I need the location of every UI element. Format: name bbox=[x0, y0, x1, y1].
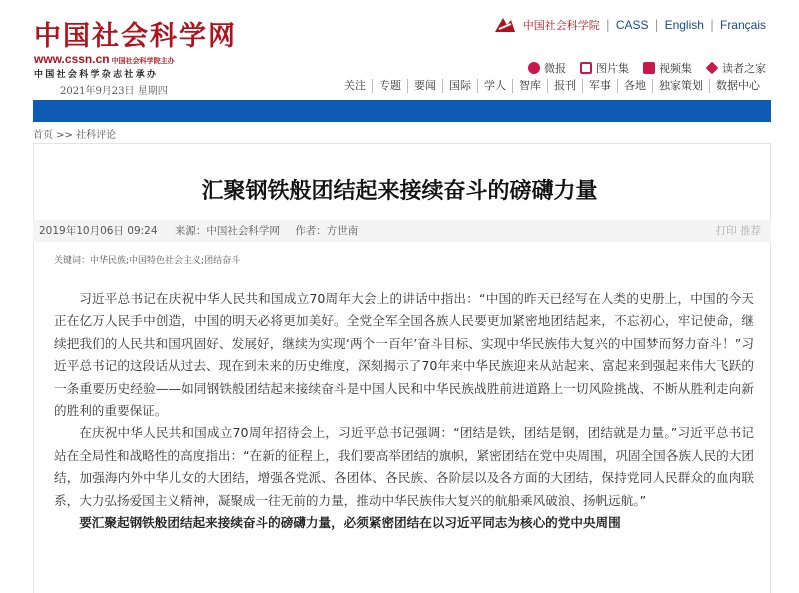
divider: | bbox=[605, 18, 610, 32]
divider: | bbox=[654, 18, 659, 32]
divider: | bbox=[709, 18, 714, 32]
main-nav bbox=[338, 79, 766, 93]
nav-item-exclusive[interactable]: 独家策划 bbox=[652, 79, 709, 93]
weibo-link[interactable] bbox=[528, 60, 566, 76]
video-icon bbox=[643, 62, 655, 74]
language-bar bbox=[493, 16, 766, 34]
article-paragraph: 在庆祝中华人民共和国成立70周年招待会上，习近平总书记强调：“团结是铁，团结是钢，团结就是力量。”习近平总书记站在全局性和战略性的高度指出：“在新的征程上，我们要高举团结的旗帜，紧密团结在党中央周围，巩固全国各族人民的大团结，加强海内外中华儿女的大团结，增强各党派、各团体、各民族、各阶层以及各方面的大团结，保持党同人民群众的血肉联系，大力弘扬爱国主义精神，凝聚成一往无前的力量，推动中华民族伟大复兴的航船乘风破浪、扬帆远航。” bbox=[54, 425, 754, 508]
print-recommend-links[interactable]: 打印 推荐 bbox=[715, 225, 761, 237]
videos-label: 视频集 bbox=[659, 62, 692, 75]
picture-icon bbox=[580, 62, 592, 74]
article-body bbox=[54, 288, 754, 534]
nav-item-international[interactable]: 国际 bbox=[442, 79, 477, 93]
pictures-label: 图片集 bbox=[596, 62, 629, 75]
cass-name-link[interactable]: 中国社会科学院 bbox=[522, 19, 600, 32]
nav-item-military[interactable]: 军事 bbox=[582, 79, 617, 93]
site-url-note: 中国社会科学院主办 bbox=[111, 57, 175, 65]
article-paragraph: 习近平总书记在庆祝中华人民共和国成立70周年大会上的讲话中指出：“中国的昨天已经写在人类的史册上，中国的今天正在亿万人民手中创造，中国的明天必将更加美好。全党全军全国各族人民要更加紧密地团结起来，不忘初心，牢记使命，继续把我们的人民共和国巩固好、发展好，继续为实现‘两个一百年’奋斗目标、实现中华民族伟大复兴的中国梦而努力奋斗！”习近平总书记的这段话从过去、现在到未来的历史维度，深刻揭示了70年来中华民族迎来从站起来、富起来到强起来伟大飞跃的一条重要历史经验——如同钢铁般团结起来接续奋斗是中国人民和中华民族战胜前进道路上一切风险挑战、不断从胜利走向新的胜利的重要保证。 bbox=[54, 291, 754, 419]
article-subheading: 要汇聚起钢铁般团结起来接续奋斗的磅礴力量，必须紧密团结在以习近平同志为核心的党中央周围 bbox=[79, 515, 621, 531]
nav-banner-bar bbox=[33, 100, 771, 122]
article-datetime: 2019年10月06日 09:24 bbox=[39, 225, 158, 237]
media-links bbox=[514, 60, 766, 76]
french-link[interactable]: Français bbox=[719, 18, 766, 32]
site-subtitle: 中国社会科学杂志社承办 bbox=[34, 70, 159, 80]
readers-link[interactable] bbox=[706, 60, 766, 76]
site-logo[interactable]: 中国社会科学网 bbox=[34, 21, 237, 52]
article-author: 作者：方世南 bbox=[295, 225, 359, 237]
article-source: 来源：中国社会科学网 bbox=[174, 225, 280, 237]
english-link[interactable]: English bbox=[664, 18, 704, 32]
nav-item-press[interactable]: 报刊 bbox=[547, 79, 582, 93]
nav-item-news[interactable]: 要闻 bbox=[407, 79, 442, 93]
weibo-icon bbox=[528, 62, 540, 74]
nav-item-scholars[interactable]: 学人 bbox=[477, 79, 512, 93]
breadcrumb bbox=[33, 126, 771, 144]
nav-item-follow[interactable]: 关注 bbox=[344, 79, 366, 92]
nav-item-regions[interactable]: 各地 bbox=[617, 79, 652, 93]
nav-item-thinktank[interactable]: 智库 bbox=[512, 79, 547, 93]
current-date: 2021年9月23日 星期四 bbox=[60, 86, 168, 97]
weibo-label: 微报 bbox=[544, 62, 566, 75]
nav-item-data-center[interactable]: 数据中心 bbox=[709, 79, 766, 93]
article-title: 汇聚钢铁般团结起来接续奋斗的磅礴力量 bbox=[201, 179, 598, 204]
reader-icon bbox=[706, 62, 719, 75]
breadcrumb-path[interactable]: 首页 >> 社科评论 bbox=[33, 130, 117, 141]
article-keywords: 关键词：中华民族;中国特色社会主义;团结奋斗 bbox=[54, 256, 241, 266]
videos-link[interactable] bbox=[643, 60, 692, 76]
site-url bbox=[34, 52, 175, 66]
cass-logo-icon bbox=[493, 16, 517, 34]
article-meta bbox=[33, 220, 771, 242]
site-url-text: www.cssn.cn bbox=[34, 52, 110, 66]
pictures-link[interactable] bbox=[580, 60, 629, 76]
nav-item-topics[interactable]: 专题 bbox=[372, 79, 407, 93]
cass-link[interactable]: CASS bbox=[615, 18, 649, 32]
site-header bbox=[0, 0, 799, 100]
readers-label: 读者之家 bbox=[722, 62, 766, 75]
